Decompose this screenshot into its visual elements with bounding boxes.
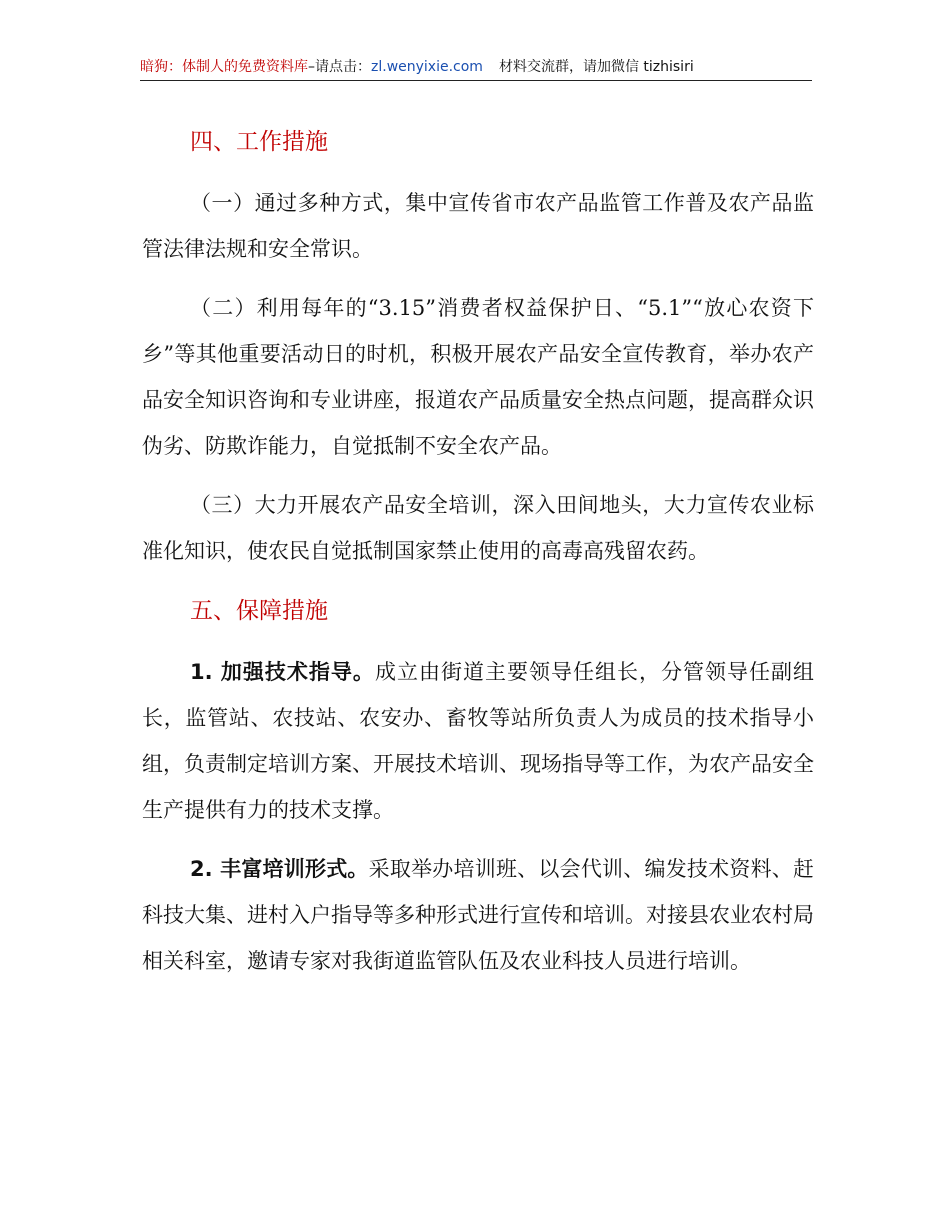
section-5-item-1-lead: 1. 加强技术指导。: [190, 660, 375, 684]
document-body: [142, 118, 814, 997]
section-4-paragraph-3: （三）大力开展农产品安全培训，深入田间地头，大力宣传农业标准化知识，使农民自觉抵制国家禁止使用的高毒高残留农药。: [142, 493, 814, 563]
header-click-prompt: –请点击：: [308, 59, 371, 75]
section-5-item-2-text: 采取举办培训班、以会代训、编发技术资料、赶科技大集、进村入户指导等多种形式进行宣传和培训。对接县农业农村局相关科室，邀请专家对我街道监管队伍及农业科技人员进行培训。: [142, 857, 815, 973]
section-5-item-2: [142, 846, 814, 984]
section-4-paragraph-2: （二）利用每年的“3.15”消费者权益保护日、“5.1”“放心农资下乡”等其他重要活动日的时机，积极开展农产品安全宣传教育，举办农产品安全知识咨询和专业讲座，报道农产品质量安全热点问题，提高群众识伪劣、防欺诈能力，自觉抵制不安全农产品。: [142, 296, 814, 458]
page-header: [140, 56, 812, 81]
header-site-name: 暗狗：体制人的免费资料库: [140, 59, 308, 75]
header-group-text: 材料交流群，请加微信 tizhisiri: [498, 59, 694, 75]
section-4-title: 四、工作措施: [190, 129, 328, 155]
section-5-item-1: [142, 649, 814, 833]
section-5-item-1-text: 成立由街道主要领导任组长，分管领导任副组长，监管站、农技站、农安办、畜牧等站所负责人为成员的技术指导小组，负责制定培训方案、开展技术培训、现场指导等工作，为农产品安全生产提供有力的技术支撑。: [142, 660, 815, 822]
section-4-paragraph-1: （一）通过多种方式，集中宣传省市农产品监管工作普及农产品监管法律法规和安全常识。: [142, 191, 814, 261]
section-5-title: 五、保障措施: [190, 598, 328, 624]
section-5-item-2-lead: 2. 丰富培训形式。: [190, 857, 369, 881]
header-url-link[interactable]: zl.wenyixie.com: [371, 59, 483, 75]
